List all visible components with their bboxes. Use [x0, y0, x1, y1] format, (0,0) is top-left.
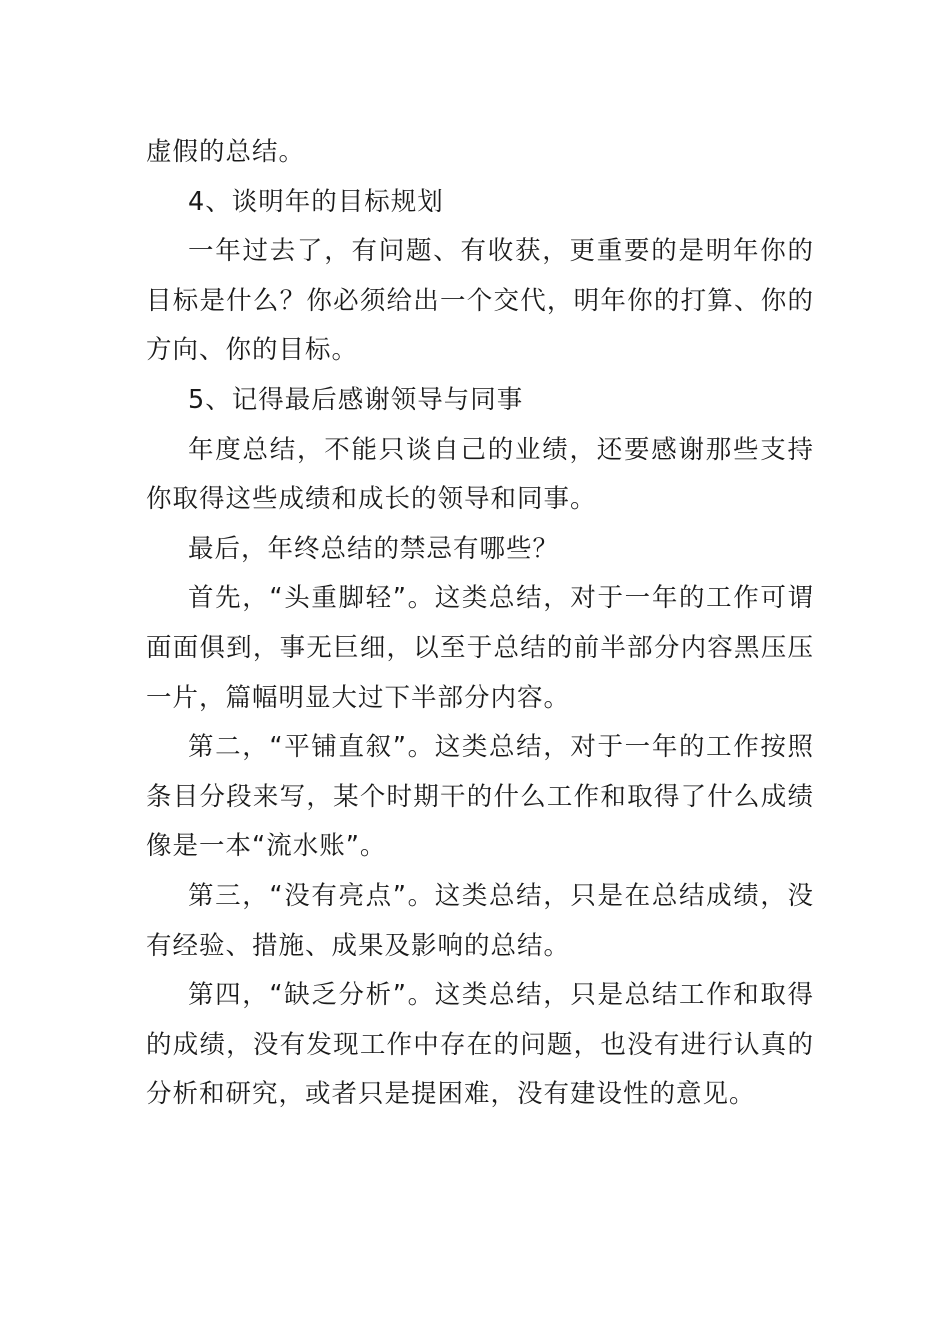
heading-next-year-goals: 4、谈明年的目标规划	[188, 186, 444, 217]
paragraph-taboo-first: 首先，“头重脚轻”。这类总结，对于一年的工作可谓面面俱到，事无巨细，以至于总结的前半部分内容黑压压一片，篇幅明显大过下半部分内容。	[146, 583, 814, 713]
heading-thank-colleagues: 5、记得最后感谢领导与同事	[188, 384, 524, 415]
paragraph-taboo-third: 第三，“没有亮点”。这类总结，只是在总结成绩，没有经验、措施、成果及影响的总结。	[146, 880, 814, 961]
document-body	[146, 128, 814, 1120]
paragraph-continuation: 虚假的总结。	[146, 137, 306, 167]
paragraph-taboo-fourth: 第四，“缺乏分析”。这类总结，只是总结工作和取得的成绩，没有发现工作中存在的问题，也没有进行认真的分析和研究，或者只是提困难，没有建设性的意见。	[146, 980, 814, 1110]
paragraph-taboos-intro: 最后，年终总结的禁忌有哪些？	[188, 533, 560, 564]
paragraph-next-year-goals: 一年过去了，有问题、有收获，更重要的是明年你的目标是什么？你必须给出一个交代，明年你的打算、你的方向、你的目标。	[146, 236, 814, 366]
paragraph-taboo-second: 第二，“平铺直叙”。这类总结，对于一年的工作按照条目分段来写，某个时期干的什么工作和取得了什么成绩像是一本“流水账”。	[146, 732, 814, 862]
paragraph-thank-colleagues: 年度总结，不能只谈自己的业绩，还要感谢那些支持你取得这些成绩和成长的领导和同事。	[146, 434, 814, 515]
